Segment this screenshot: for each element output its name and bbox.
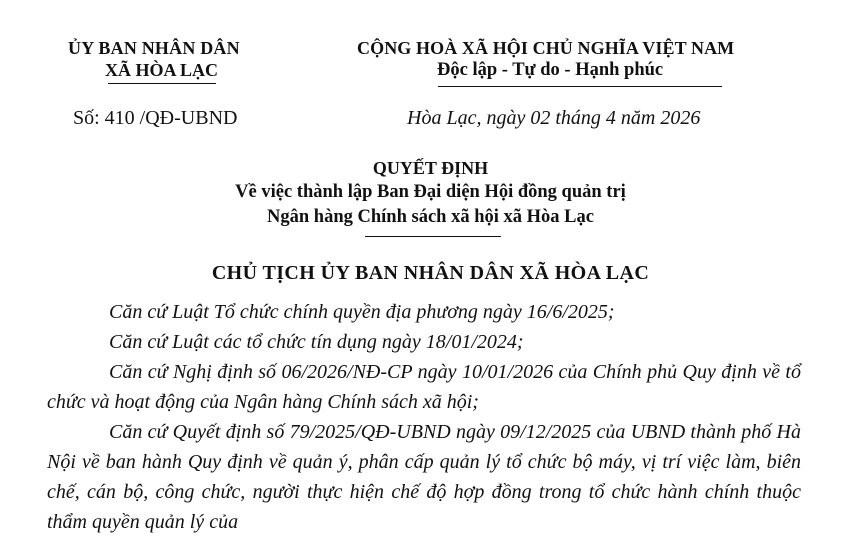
document-subject-line1: Về việc thành lập Ban Đại diện Hội đồng quản trị (235, 182, 626, 202)
motto-divider (438, 86, 722, 87)
legal-basis-4: Căn cứ Quyết định số 79/2025/QĐ-UBND ngày 09/12/2025 của UBND thành phố Hà Nội về ban hành Quy định về quản ý, phân cấp quản lý tổ chức bộ máy, vị trí việc làm, biên chế, cán bộ, công chức, người thực hiện chế độ hợp đồng trong tổ chức hành chính thuộc thẩm quyền quản lý của (47, 421, 801, 533)
legal-basis-1: Căn cứ Luật Tổ chức chính quyền địa phương ngày 16/6/2025; (109, 301, 615, 323)
agency-name: ỦY BAN NHÂN DÂN (68, 38, 240, 58)
issuing-authority: CHỦ TỊCH ỦY BAN NHÂN DÂN XÃ HÒA LẠC (211, 262, 650, 284)
place-and-date: Hòa Lạc, ngày 02 tháng 4 năm 2026 (407, 107, 701, 129)
document-kind: QUYẾT ĐỊNH (372, 158, 489, 178)
agency-locality: XÃ HÒA LẠC (105, 60, 219, 80)
agency-divider (108, 83, 216, 84)
document-number: Số: 410 /QĐ-UBND (73, 107, 238, 129)
legal-basis-3: Căn cứ Nghị định số 06/2026/NĐ-CP ngày 10/01/2026 của Chính phủ Quy định về tổ chức và hoạt động của Ngân hàng Chính sách xã hội; (47, 361, 801, 413)
title-divider (365, 236, 501, 237)
national-title: CỘNG HOÀ XÃ HỘI CHỦ NGHĨA VIỆT NAM (357, 38, 735, 58)
legal-basis-2: Căn cứ Luật các tổ chức tín dụng ngày 18/01/2024; (109, 331, 524, 353)
national-motto: Độc lập - Tự do - Hạnh phúc (437, 60, 664, 80)
document-subject-line2: Ngân hàng Chính sách xã hội xã Hòa Lạc (267, 207, 594, 227)
legal-bases (47, 297, 801, 537)
